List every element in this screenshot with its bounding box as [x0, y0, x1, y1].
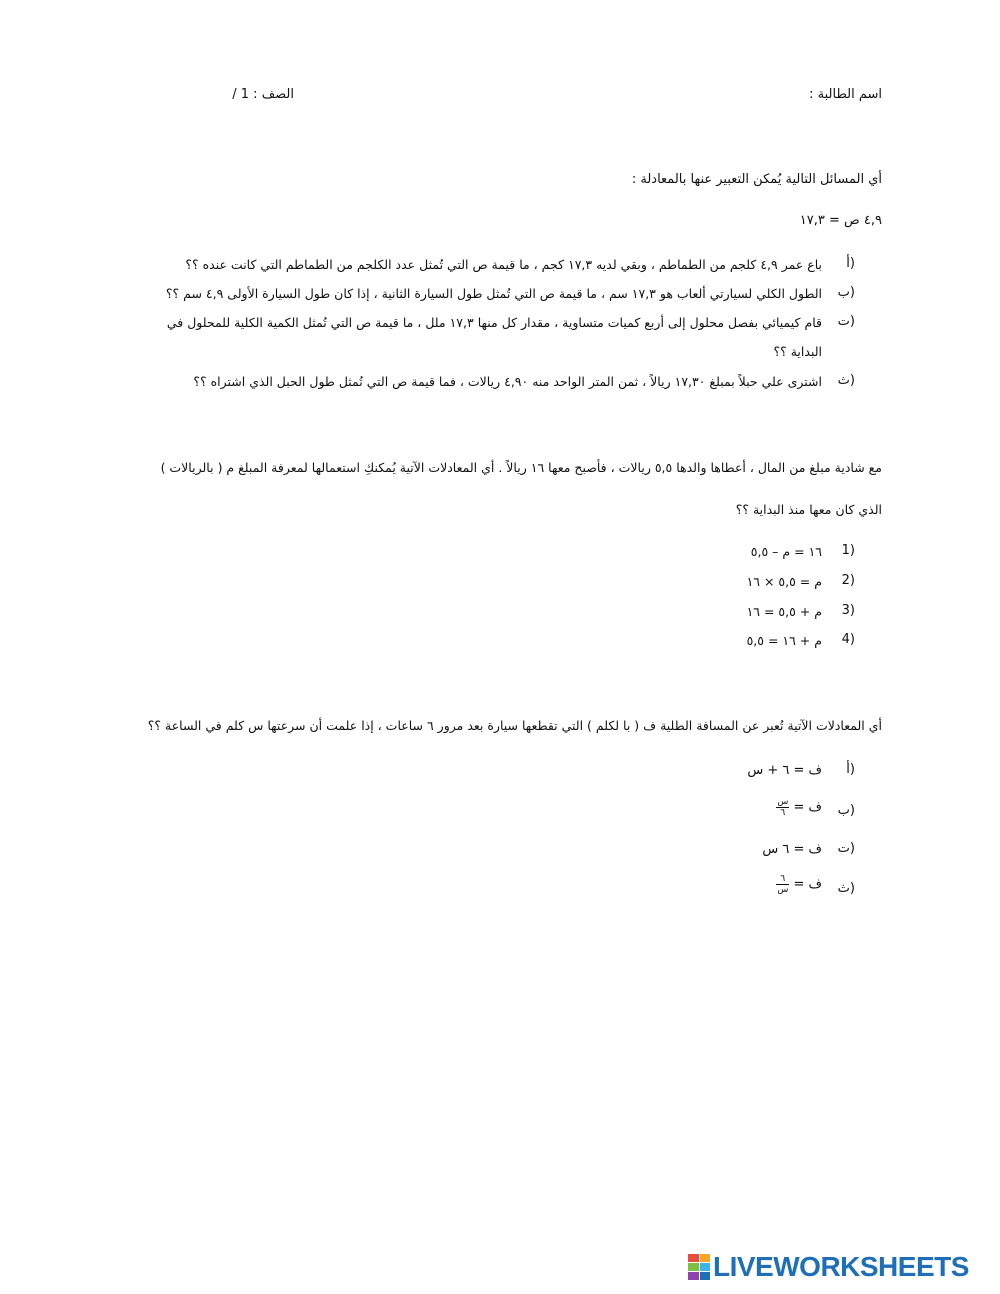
- q3-option-c-marker: ت): [837, 841, 855, 856]
- logo-mark-icon: [688, 1254, 710, 1280]
- q2-option-4-marker: 4): [841, 632, 855, 647]
- q1-option-a-marker: أ): [846, 256, 855, 271]
- q3-option-d-equation: ف = $\frac{٦}{\text{س}}$: [777, 874, 822, 895]
- q2-option-3-marker: 3): [841, 603, 855, 618]
- q2-option-2-marker: 2): [841, 573, 855, 588]
- class-label: الصف : 1 /: [232, 87, 294, 102]
- q2-option-1-marker: 1): [841, 543, 855, 558]
- q1-option-b-text: الطول الكلي لسيارتي ألعاب هو ١٧,٣ سم ، ما قيمة ص التي تُمثل طول السيارة الثانية ، إذا كان طول السيارة الأولى ٤,٩ سم ؟؟: [165, 286, 822, 301]
- q2-option-2-text: م = ٥,٥ × ١٦: [746, 574, 822, 589]
- q3-option-d-marker: ث): [837, 881, 855, 896]
- fraction: $\frac{٦}{\text{س}}$: [777, 874, 789, 895]
- q2-option-3-text: م + ٥,٥ = ١٦: [746, 604, 822, 619]
- q3-option-a-marker: أ): [846, 762, 855, 777]
- q1-prompt: أي المسائل التالية يُمكن التعبير عنها بالمعادلة :: [631, 172, 882, 187]
- student-name-label: اسم الطالبة :: [809, 87, 882, 102]
- q1-option-c-text: قام كيميائي بفصل محلول إلى أربع كميات متساوية ، مقدار كل منها ١٧,٣ ملل ، ما قيمة ص التي تُمثل الكمية الكلية للمحلول في: [166, 315, 822, 330]
- q2-option-1-text: ١٦ = م – ٥,٥: [750, 544, 822, 559]
- q1-option-c-marker: ت): [837, 314, 855, 329]
- q2-option-4-text: م + ١٦ = ٥,٥: [746, 633, 822, 648]
- liveworksheets-logo: [688, 1250, 988, 1284]
- fraction: $\frac{\text{س}}{٦}$: [777, 797, 789, 818]
- q3-option-a-equation: ف = ٦ + س: [747, 763, 822, 778]
- q1-option-c-text-continued: البداية ؟؟: [773, 344, 822, 359]
- q3-option-b-marker: ب): [837, 803, 855, 818]
- q3-option-b-equation: ف = $\frac{\text{س}}{٦}$: [777, 797, 822, 818]
- q2-prompt-line1: مع شادية مبلغ من المال ، أعطاها والدها ٥,٥ ريالات ، فأصبح معها ١٦ ريالاً . أي المعادلات الآتية يُمكنكِ استعمالها لمعرفة المبلغ م ( بالريالات ): [160, 460, 882, 475]
- q1-equation: ٤,٩ ص = ١٧,٣: [799, 213, 882, 228]
- q1-option-b-marker: ب): [837, 285, 855, 300]
- logo-text: LIVEWORKSHEETS: [713, 1251, 969, 1282]
- q3-option-c-equation: ف = ٦ س: [762, 842, 822, 857]
- q2-prompt-line2: الذي كان معها منذ البداية ؟؟: [735, 502, 882, 517]
- q3-prompt: أي المعادلات الآتية تُعبر عن المسافة الطلية ف ( با لكلم ) التي تقطعها سيارة بعد مرور ٦ ساعات ، إذا علمت أن سرعتها س كلم في الساعة ؟؟: [147, 718, 882, 733]
- q1-option-d-marker: ث): [837, 373, 855, 388]
- q1-option-d-text: اشترى علي حبلاً بمبلغ ١٧,٣٠ ريالاً ، ثمن المتر الواحد منه ٤,٩٠ ريالات ، فما قيمة ص التي تُمثل طول الحبل الذي اشتراه ؟؟: [193, 374, 822, 389]
- q1-option-a-text: باع عمر ٤,٩ كلجم من الطماطم ، وبقي لديه ١٧,٣ كجم ، ما قيمة ص التي تُمثل عدد الكلجم من الطماطم التي كانت عنده ؟؟: [185, 257, 822, 272]
